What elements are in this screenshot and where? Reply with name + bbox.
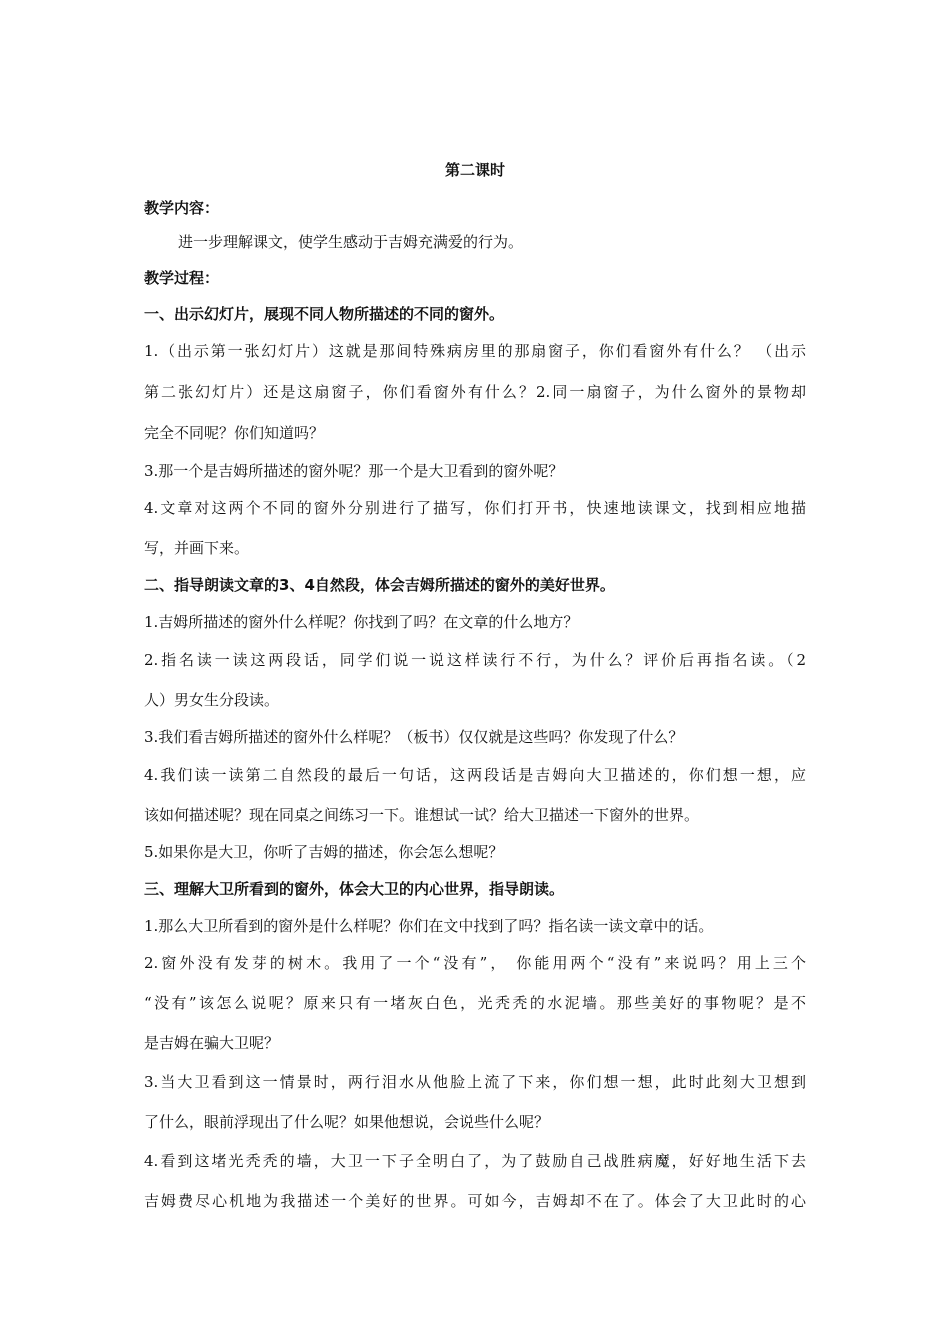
paragraph-line: 1.吉姆所描述的窗外什么样呢？你找到了吗？在文章的什么地方？ [144, 613, 579, 631]
paragraph-line: 4.我们读一读第二自然段的最后一句话，这两段话是吉姆向大卫描述的，你们想一想，应 [144, 766, 806, 784]
page-title: 第二课时 [444, 161, 505, 179]
paragraph-line: 写，并画下来。 [144, 539, 250, 557]
paragraph-line: 3.我们看吉姆所描述的窗外什么样呢？（板书）仅仅就是这些吗？你发现了什么？ [144, 728, 684, 746]
paragraph-line: 吉姆费尽心机地为我描述一个美好的世界。可如今，吉姆却不在了。体会了大卫此时的心 [144, 1192, 806, 1210]
paragraph-line: 4.文章对这两个不同的窗外分别进行了描写，你们打开书，快速地读课文，找到相应地描 [144, 499, 806, 517]
section-heading-process: 教学过程： [144, 269, 220, 287]
paragraph-line: 该如何描述呢？现在同桌之间练习一下。谁想试一试？给大卫描述一下窗外的世界。 [144, 806, 700, 824]
step-heading-1: 一、出示幻灯片，展现不同人物所描述的不同的窗外。 [144, 305, 505, 323]
paragraph-line: 第二张幻灯片）还是这扇窗子，你们看窗外有什么？2.同一扇窗子，为什么窗外的景物却 [144, 383, 806, 401]
step-heading-2: 二、指导朗读文章的3、4自然段，体会吉姆所描述的窗外的美好世界。 [144, 576, 615, 594]
paragraph-line: 1.那么大卫所看到的窗外是什么样呢？你们在文中找到了吗？指名读一读文章中的话。 [144, 917, 714, 935]
paragraph-line: 5.如果你是大卫，你听了吉姆的描述，你会怎么想呢？ [144, 843, 504, 861]
paragraph-line: 是吉姆在骗大卫呢？ [144, 1034, 280, 1052]
paragraph-line: 完全不同呢？你们知道吗？ [144, 424, 325, 442]
paragraph-line: “没有”该怎么说呢？原来只有一堵灰白色，光秃秃的水泥墙。那些美好的事物呢？是不 [144, 994, 806, 1012]
paragraph-line: 人）男女生分段读。 [144, 691, 280, 709]
paragraph-line: 进一步理解课文，使学生感动于吉姆充满爱的行为。 [178, 233, 524, 251]
section-heading-content: 教学内容： [144, 199, 220, 217]
paragraph-line: 3.当大卫看到这一情景时，两行泪水从他脸上流了下来，你们想一想，此时此刻大卫想到 [144, 1073, 806, 1091]
paragraph-line: 了什么，眼前浮现出了什么呢？如果他想说，会说些什么呢？ [144, 1113, 550, 1131]
paragraph-line: 3.那一个是吉姆所描述的窗外呢？那一个是大卫看到的窗外呢？ [144, 462, 564, 480]
step-heading-3: 三、理解大卫所看到的窗外，体会大卫的内心世界，指导朗读。 [144, 880, 565, 898]
paragraph-line: 2.指名读一读这两段话，同学们说一说这样读行不行，为什么？评价后再指名读。（2 [144, 651, 806, 669]
paragraph-line: 2.窗外没有发芽的树木。我用了一个“没有”， 你能用两个“没有”来说吗？用上三个 [144, 954, 806, 972]
paragraph-line: 4.看到这堵光秃秃的墙，大卫一下子全明白了，为了鼓励自己战胜病魔，好好地生活下去 [144, 1152, 806, 1170]
paragraph-line: 1.（出示第一张幻灯片）这就是那间特殊病房里的那扇窗子，你们看窗外有什么？ （出示 [144, 342, 806, 360]
